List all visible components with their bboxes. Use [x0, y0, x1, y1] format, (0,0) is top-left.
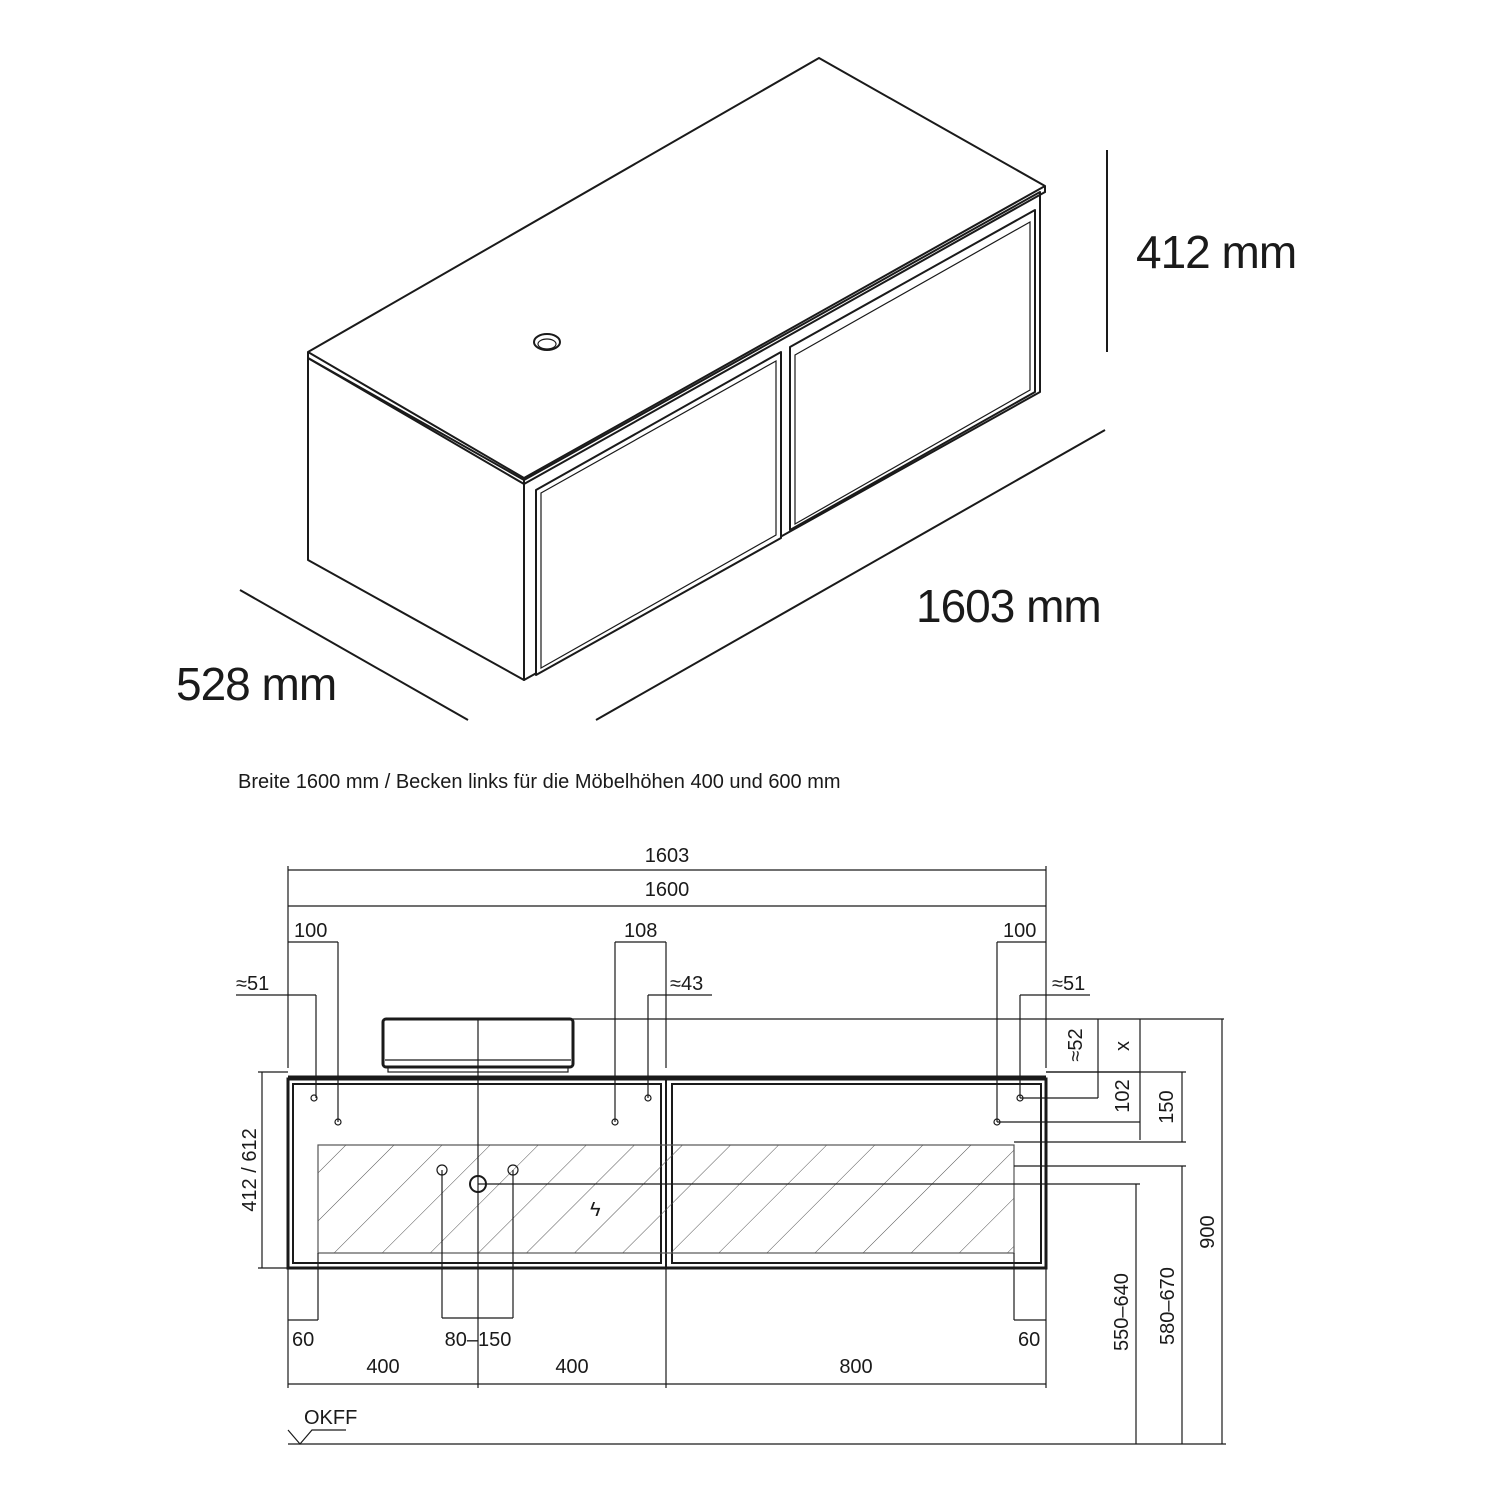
- drawing-caption: Breite 1600 mm / Becken links für die Möbelhöhen 400 und 600 mm: [238, 771, 841, 793]
- drawer-zone-height-label: 150: [1156, 1090, 1178, 1124]
- right-handle-offset-label: 100: [1003, 920, 1037, 942]
- left-hole-approx-label: ≈51: [236, 973, 270, 995]
- segment-left-label: 400: [366, 1356, 400, 1378]
- right-inset-label: 60: [1018, 1329, 1041, 1351]
- top-approx-label: ≈52: [1065, 1028, 1087, 1062]
- height-label: 412 mm: [1136, 226, 1297, 278]
- segment-right-label: 800: [839, 1356, 873, 1378]
- drain-range-b-label: 580–670: [1157, 1267, 1179, 1345]
- segment-mid-label: 400: [555, 1356, 589, 1378]
- width-label: 1603 mm: [916, 580, 1101, 632]
- front-view: [236, 845, 1226, 1444]
- floor-label: OKFF: [304, 1407, 358, 1429]
- installation-zone: [318, 1145, 1014, 1253]
- overall-width-label: 1603: [644, 845, 690, 867]
- left-inset-label: 60: [292, 1329, 315, 1351]
- middle-hole-approx-label: ≈43: [670, 973, 704, 995]
- connection-range-label: 80–150: [444, 1329, 512, 1351]
- drain-range-a-label: 550–640: [1111, 1273, 1133, 1351]
- total-height-label: 900: [1197, 1215, 1219, 1249]
- middle-handle-offset-label: 108: [624, 920, 658, 942]
- upper-drawer-height-label: 102: [1112, 1079, 1134, 1113]
- right-hole-approx-label: ≈51: [1052, 973, 1086, 995]
- body-width-label: 1600: [644, 879, 690, 901]
- isometric-view: [176, 58, 1296, 720]
- left-handle-offset-label: 100: [294, 920, 328, 942]
- power-symbol: ϟ: [590, 1199, 601, 1221]
- basin-height-label: x: [1112, 1041, 1134, 1051]
- floor-marker: [288, 1430, 346, 1444]
- depth-label: 528 mm: [176, 658, 337, 710]
- side-height-label: 412 / 612: [239, 1128, 261, 1212]
